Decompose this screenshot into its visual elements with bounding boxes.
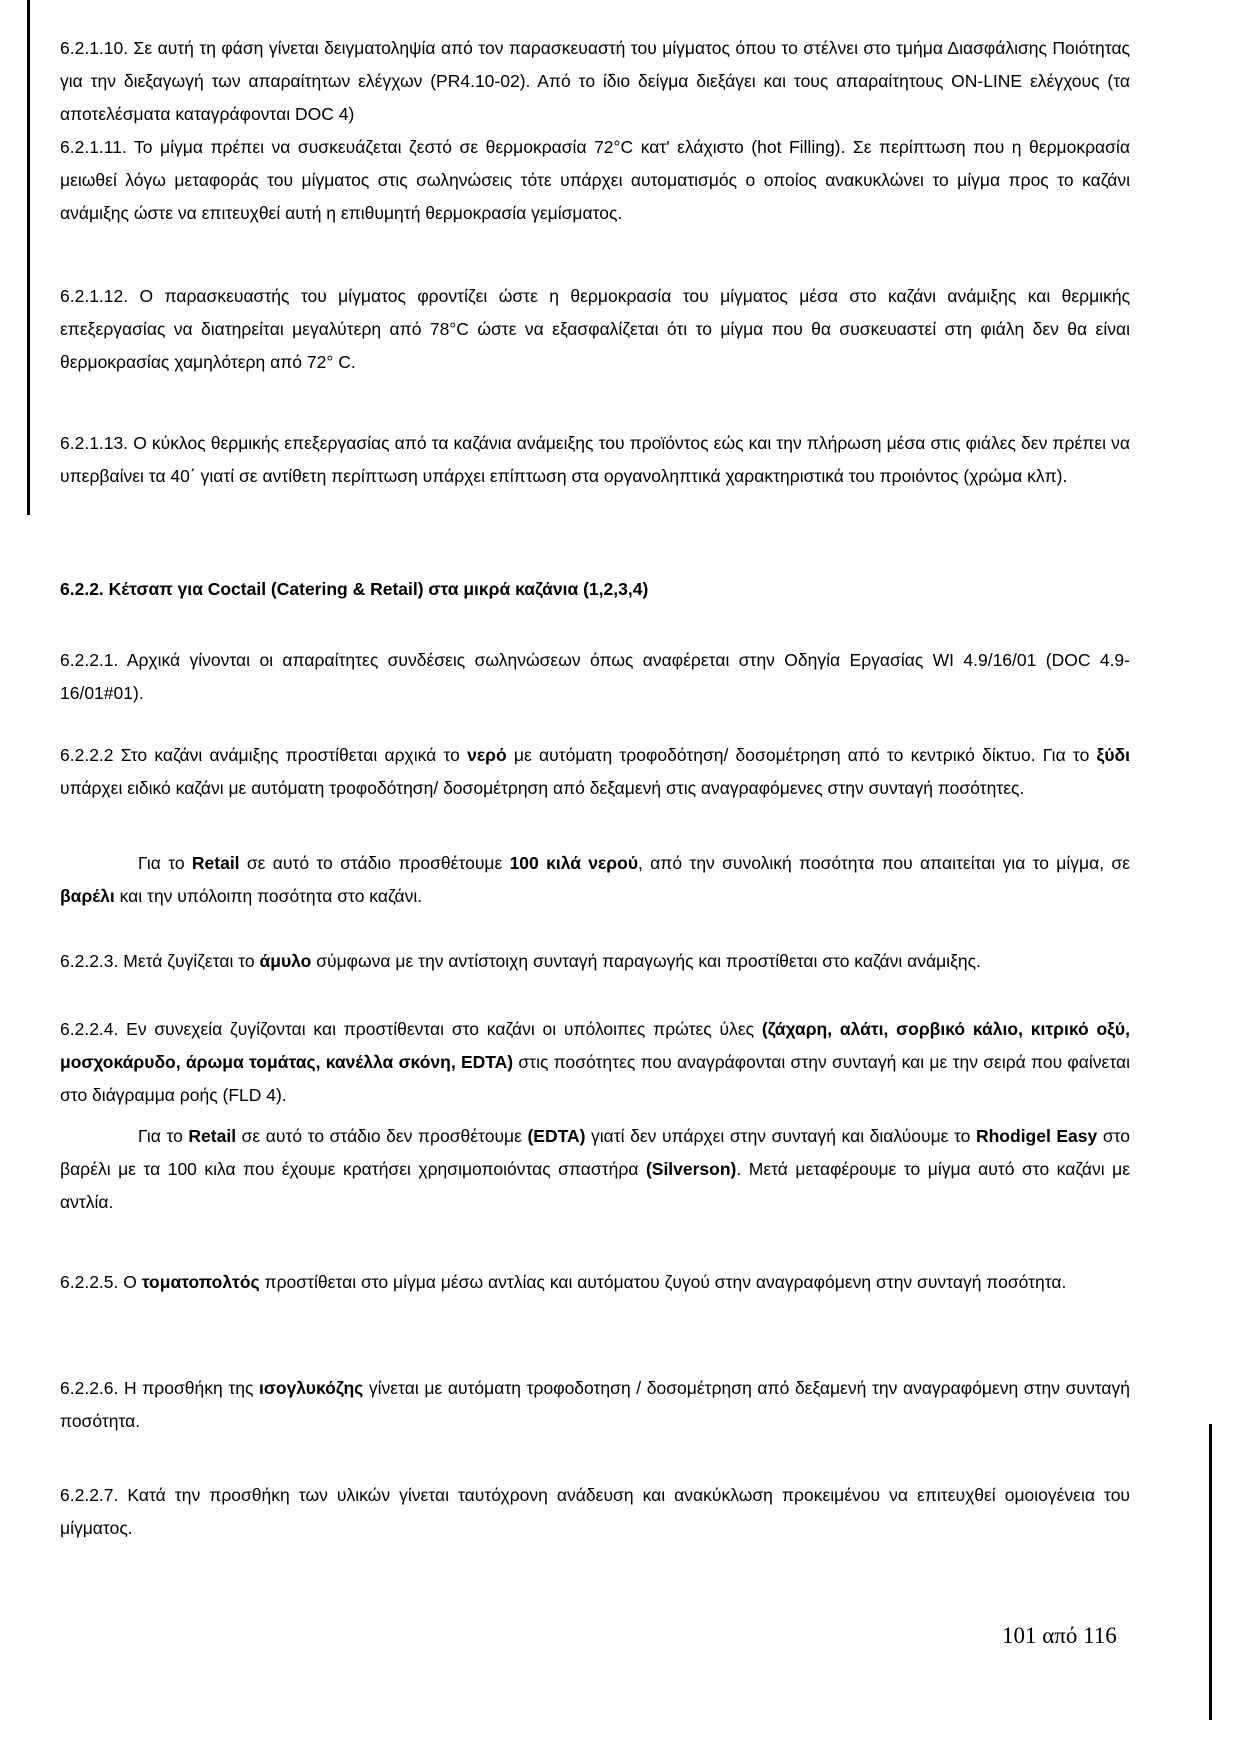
document-page [60,0,1130,1754]
paragraph-6-2-2-6 [60,1372,1130,1438]
text-run: υπάρχει ειδικό καζάνι με αυτόματη τροφοδότηση/ δοσομέτρηση από δεξαμενή στις αναγραφόμενες στην συνταγή ποσότητες. [60,778,1025,798]
bold-run: Retail [191,853,240,873]
text-run: 6.2.2.3. Μετά ζυγίζεται το [60,951,260,971]
bold-run: τοματοπολτός [141,1272,260,1292]
paragraph-6-2-2-5 [60,1266,1130,1299]
bold-run: ισογλυκόζης [259,1378,364,1398]
text-run: προστίθεται στο μίγμα μέσω αντλίας και αυτόματου ζυγού στην αναγραφόμενη στην συνταγή ποσότητα. [259,1272,1067,1292]
paragraph-retail-water [60,847,1130,913]
bold-run: (ζάχαρη, αλάτι, σορβικό κάλιο, κιτρικό οξύ, μοσχοκάρυδο, άρωμα τομάτας, κανέλλα σκόνη, EDTA) [60,1019,1130,1072]
text-run: 6.2.2.4. Εν συνεχεία ζυγίζονται και προστίθενται στο καζάνι οι υπόλοιπες πρώτες ύλες [60,1019,762,1039]
paragraph-6-2-2-7: 6.2.2.7. Κατά την προσθήκη των υλικών γίνεται ταυτόχρονη ανάδευση και ανακύκλωση προκειμένου να επιτευχθεί ομοιογένεια του μίγματος. [60,1485,1130,1538]
text-run: σε αυτό το στάδιο προσθέτουμε [239,853,510,873]
bold-run: 100 κιλά νερού [509,853,639,873]
right-margin-rule [1209,1424,1212,1720]
text-run: γίνεται με αυτόματη τροφοδοτηση / δοσομέτρηση από δεξαμενή την αναγραφόμενη στην συνταγή ποσότητα. [60,1378,1130,1431]
text-run: Για το [138,853,192,873]
bold-run: (EDTA) [527,1126,586,1146]
paragraph-retail-edta [60,1120,1130,1219]
text-run: και την υπόλοιπη ποσότητα στο καζάνι. [114,886,423,906]
paragraph-6-2-1-10: 6.2.1.10. Σε αυτή τη φάση γίνεται δειγματοληψία από τον παρασκευαστή του μίγματος όπου το στέλνει στο τμήμα Διασφάλισης Ποιότητας για την διεξαγωγή των απαραίτητων ελέγχων (PR4.10-02). Από το ίδιο δείγμα διεξάγει και τους απαραίτητους ON-LINE ελέγχους (τα αποτελέσματα καταγράφονται DOC 4) [60,38,1130,124]
bold-run: Rhodigel Easy [975,1126,1098,1146]
text-run: στις ποσότητες που αναγράφονται στην συνταγή και με την σειρά που φαίνεται στο διάγραμμα ροής (FLD 4). [60,1052,1131,1105]
bold-run: νερό [467,745,507,765]
bold-run: Retail [188,1126,237,1146]
text-run: 6.2.2.2 Στο καζάνι ανάμιξης προστίθεται αρχικά το [60,745,468,765]
bold-run: άμυλο [259,951,312,971]
paragraph-6-2-2-1: 6.2.2.1. Αρχικά γίνονται οι απαραίτητες συνδέσεις σωληνώσεων όπως αναφέρεται στην Οδηγία Εργασίας WI 4.9/16/01 (DOC 4.9-16/01#01). [60,650,1130,703]
text-run: 6.2.2.6. Η προσθήκη της [60,1378,260,1398]
text-run: με αυτόματη τροφοδότηση/ δοσομέτρηση από το κεντρικό δίκτυο. Για το [506,745,1097,765]
text-run: γιατί δεν υπάρχει στην συνταγή και διαλύουμε το [585,1126,976,1146]
paragraph-6-2-2-4 [60,1013,1130,1112]
text-run: Για το [138,1126,189,1146]
left-margin-rule [27,0,30,515]
bold-run: (Silverson) [645,1159,737,1179]
paragraph-6-2-2-2 [60,739,1130,805]
text-run: σε αυτό το στάδιο δεν προσθέτουμε [236,1126,528,1146]
bold-run: ξύδι [1096,745,1130,765]
section-heading-6-2-2: 6.2.2. Κέτσαπ για Coctail (Catering & Retail) στα μικρά καζάνια (1,2,3,4) [60,579,649,599]
paragraph-6-2-1-13: 6.2.1.13. Ο κύκλος θερμικής επεξεργασίας από τα καζάνια ανάμειξης του προϊόντος εώς και την πλήρωση μέσα στις φιάλες δεν πρέπει να υπερβαίνει τα 40΄ γιατί σε αντίθετη περίπτωση υπάρχει επίπτωση στα οργανοληπτικά χαρακτηριστικά του προιόντος (χρώμα κλπ). [60,433,1130,486]
text-run: , από την συνολική ποσότητα που απαιτείται για το μίγμα, σε [638,853,1130,873]
page-number: 101 από 116 [1002,1623,1117,1648]
paragraph-6-2-1-11: 6.2.1.11. Το μίγμα πρέπει να συσκευάζεται ζεστό σε θερμοκρασία 72°C κατ' ελάχιστο (hot Filling). Σε περίπτωση που η θερμοκρασία μειωθεί λόγω μεταφοράς του μίγματος στις σωληνώσεις τότε υπάρχει αυτοματισμός ο οποίος ανακυκλώνει το μίγμα προς το καζάνι ανάμιξης ώστε να επιτευχθεί αυτή η επιθυμητή θερμοκρασία γεμίσματος. [60,137,1130,223]
paragraph-6-2-2-3 [60,945,1130,978]
text-run: 6.2.2.5. Ο [60,1272,142,1292]
text-run: σύμφωνα με την αντίστοιχη συνταγή παραγωγής και προστίθεται στο καζάνι ανάμιξης. [311,951,981,971]
paragraph-6-2-1-12: 6.2.1.12. Ο παρασκευαστής του μίγματος φροντίζει ώστε η θερμοκρασία του μίγματος μέσα στο καζάνι ανάμιξης και θερμικής επεξεργασίας να διατηρείται μεγαλύτερη από 78°C ώστε να εξασφαλίζεται ότι το μίγμα που θα συσκευαστεί στη φιάλη δεν θα είναι θερμοκρασίας χαμηλότερη από 72° C. [60,286,1130,372]
bold-run: βαρέλι [60,886,115,906]
text-run: στο βαρέλι με τα 100 κιλα που έχουμε κρατήσει χρησιμοποιόντας σπαστήρα [60,1126,1131,1179]
text-run: . Μετά μεταφέρουμε το μίγμα αυτό στο καζάνι με αντλία. [60,1159,1130,1212]
